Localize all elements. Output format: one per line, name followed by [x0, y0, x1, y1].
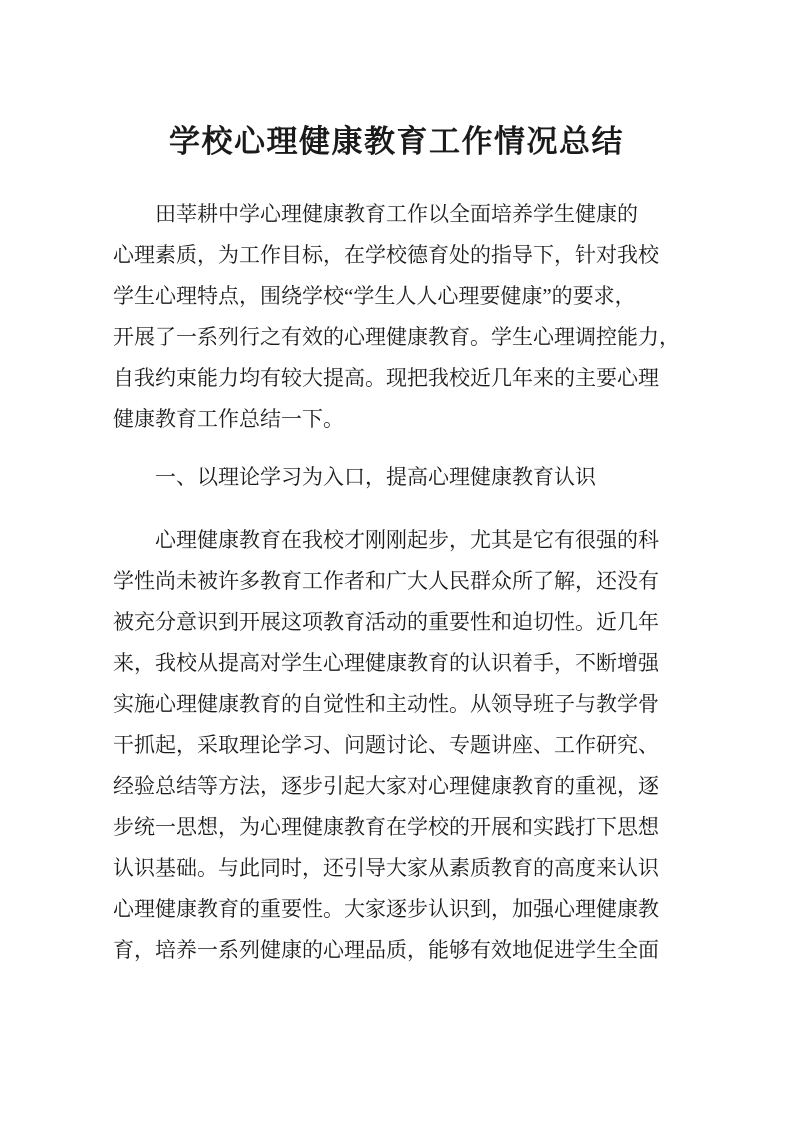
- text-line: 实施心理健康教育的自觉性和主动性。从领导班子与教学骨: [113, 692, 659, 716]
- text-line: 心理素质，为工作目标，在学校德育处的指导下，针对我校: [113, 243, 659, 267]
- paragraph-1: [113, 194, 680, 440]
- text-line: 学生心理特点，围绕学校“学生人人心理要健康”的要求，: [113, 284, 636, 308]
- text-line: 育，培养一系列健康的心理品质，能够有效地促进学生全面: [113, 938, 659, 962]
- section-heading: [113, 457, 680, 498]
- text-line: 开展了一系列行之有效的心理健康教育。学生心理调控能力，: [113, 325, 680, 349]
- text-line: 认识基础。与此同时，还引导大家从素质教育的高度来认识: [113, 856, 659, 880]
- text-line: 步统一思想，为心理健康教育在学校的开展和实践打下思想: [113, 815, 659, 839]
- text-line: 来，我校从提高对学生心理健康教育的认识着手，不断增强: [113, 651, 659, 675]
- text-line: 田莘耕中学心理健康教育工作以全面培养学生健康的: [155, 202, 638, 226]
- text-line: 心理健康教育的重要性。大家逐步认识到，加强心理健康教: [113, 897, 659, 921]
- document-body: [113, 194, 680, 971]
- text-line: 被充分意识到开展这项教育活动的重要性和迫切性。近几年: [113, 610, 659, 634]
- text-line: 健康教育工作总结一下。: [113, 407, 344, 431]
- document-title: 学校心理健康教育工作情况总结: [169, 124, 624, 159]
- text-line: 一、以理论学习为入口，提高心理健康教育认识: [155, 465, 596, 489]
- text-line: 心理健康教育在我校才刚刚起步，尤其是它有很强的科: [155, 528, 659, 552]
- text-line: 经验总结等方法，逐步引起大家对心理健康教育的重视，逐: [113, 774, 659, 798]
- text-line: 自我约束能力均有较大提高。现把我校近几年来的主要心理: [113, 366, 659, 390]
- text-line: 干抓起，采取理论学习、问题讨论、专题讲座、工作研究、: [113, 733, 659, 757]
- paragraph-3: [113, 520, 680, 971]
- text-line: 学性尚未被许多教育工作者和广大人民群众所了解，还没有: [113, 569, 659, 593]
